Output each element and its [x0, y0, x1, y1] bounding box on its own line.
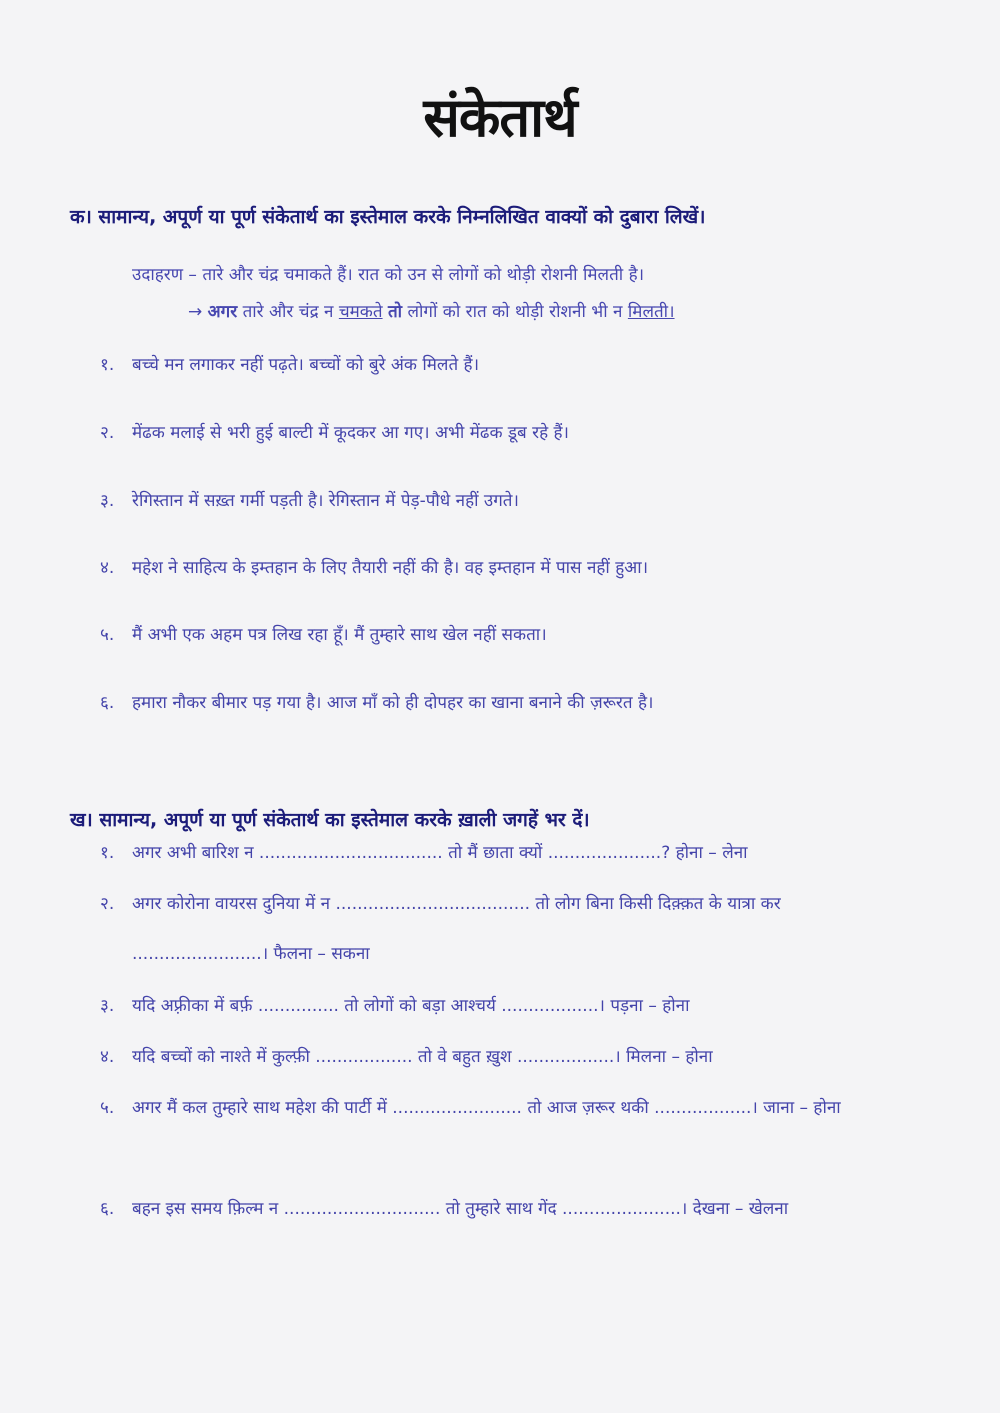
item-number: २.: [100, 894, 115, 914]
example-part-1: तारे और चंद्र न: [242, 302, 334, 322]
section-a-item-6: [100, 688, 910, 718]
item-text: रेगिस्तान में सख़्त गर्मी पड़ती है। रेगिस्तान में पेड़-पौधे नहीं उगते।: [132, 491, 519, 511]
example-part-2: लोगों को रात को थोड़ी रोशनी भी न: [407, 302, 623, 322]
item-text: मैं अभी एक अहम पत्र लिख रहा हूँ। मैं तुम्हारे साथ खेल नहीं सकता।: [132, 625, 547, 645]
section-b-item-3: [100, 981, 910, 1031]
item-number: ५.: [100, 625, 115, 645]
section-a-heading: क। सामान्य, अपूर्ण या पूर्ण संकेतार्थ का इस्तेमाल करके निम्नलिखित वाक्यों को दुबारा लिखें।: [70, 206, 706, 228]
item-number: १.: [100, 843, 115, 863]
section-a-item-5: [100, 620, 910, 650]
arrow-icon: →: [188, 302, 203, 322]
section-b-item-1: [100, 828, 910, 878]
section-b-heading: ख। सामान्य, अपूर्ण या पूर्ण संकेतार्थ का इस्तेमाल करके ख़ाली जगहें भर दें।: [70, 809, 590, 831]
item-text: अगर अभी बारिश न .................................. तो मैं छाता क्यों .....................? होना – लेना: [132, 843, 748, 863]
section-a-item-4: [100, 553, 910, 583]
section-b-item-2: [100, 879, 910, 979]
item-number: २.: [100, 423, 115, 443]
example-to: तो: [387, 302, 403, 322]
item-text: बहन इस समय फ़िल्म न ............................. तो तुम्हारे साथ गेंद ......................। देखना – खेलना: [132, 1199, 789, 1219]
example-block: [132, 262, 892, 322]
item-text: मेंढक मलाई से भरी हुई बाल्टी में कूदकर आ गए। अभी मेंढक डूब रहे हैं।: [132, 423, 569, 443]
item-text: अगर कोरोना वायरस दुनिया में न .................................... तो लोग बिना किसी दिक़्क़त के यात्रा कर ........................। फैलना – सकना: [132, 894, 781, 964]
item-text: बच्चे मन लगाकर नहीं पढ़ते। बच्चों को बुरे अंक मिलते हैं।: [132, 355, 480, 375]
item-number: १.: [100, 355, 115, 375]
item-number: ६.: [100, 1199, 115, 1219]
section-a-item-2: [100, 418, 910, 448]
item-number: ३.: [100, 996, 115, 1016]
item-text: महेश ने साहित्य के इम्तहान के लिए तैयारी नहीं की है। वह इम्तहान में पास नहीं हुआ।: [132, 558, 649, 578]
section-b-item-5: [100, 1083, 910, 1133]
item-number: ६.: [100, 693, 115, 713]
example-line-1: उदाहरण – तारे और चंद्र चमाकते हैं। रात को उन से लोगों को थोड़ी रोशनी मिलती है।: [132, 265, 645, 285]
section-a-item-1: [100, 350, 910, 380]
item-text: यदि अफ़्रीका में बर्फ़ ............... तो लोगों को बड़ा आश्चर्य ..................। पड़ना – होना: [132, 996, 690, 1016]
section-b-item-4: [100, 1032, 910, 1082]
example-chamakte: चमकते: [338, 302, 383, 322]
page-title: संकेतार्थ: [423, 86, 577, 149]
section-a-item-3: [100, 486, 910, 516]
item-text: अगर मैं कल तुम्हारे साथ महेश की पार्टी में ........................ तो आज ज़रूर थकी ..................। जाना – होना: [132, 1098, 841, 1118]
item-number: ३.: [100, 491, 115, 511]
section-b-item-6: [100, 1184, 910, 1234]
example-agar: अगर: [207, 302, 238, 322]
item-text: यदि बच्चों को नाश्ते में कुल्फ़ी .................. तो वे बहुत ख़ुश ..................। मिलना – होना: [132, 1047, 713, 1067]
example-line-2: [132, 299, 892, 322]
item-number: ४.: [100, 558, 115, 578]
item-text: हमारा नौकर बीमार पड़ गया है। आज माँ को ही दोपहर का खाना बनाने की ज़रूरत है।: [132, 693, 654, 713]
item-number: ५.: [100, 1098, 115, 1118]
example-milti: मिलती।: [627, 302, 675, 322]
item-number: ४.: [100, 1047, 115, 1067]
